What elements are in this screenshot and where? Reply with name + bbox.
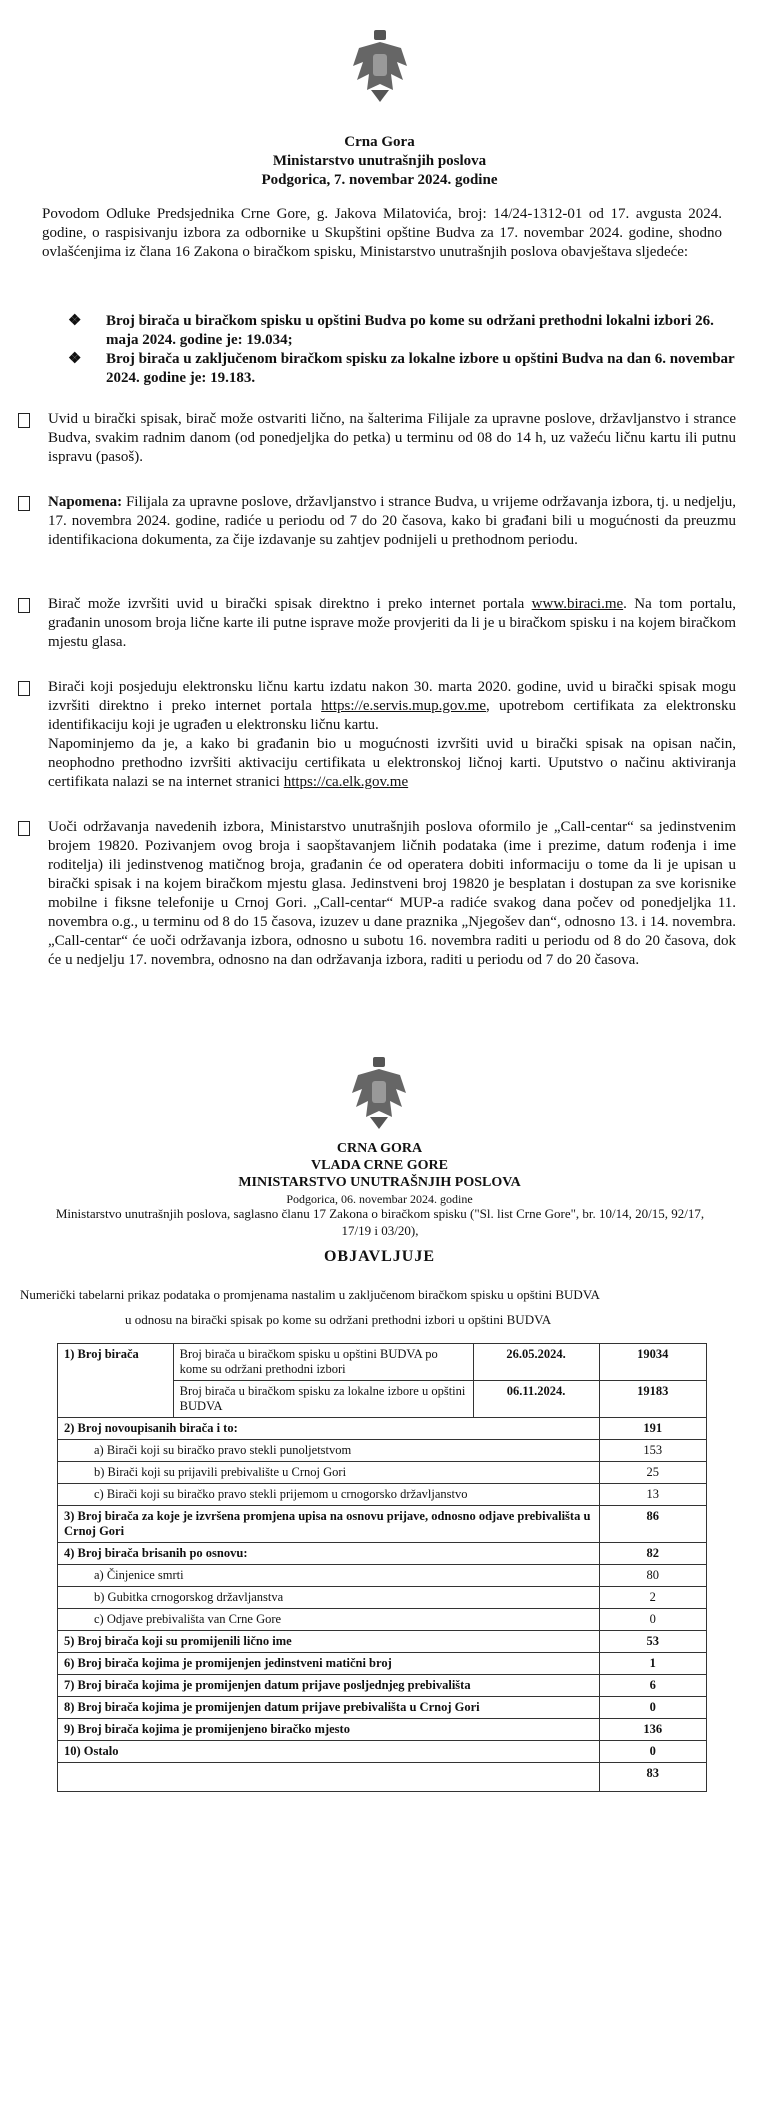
header2-country: CRNA GORA <box>336 1141 423 1156</box>
table-row <box>58 1697 707 1719</box>
table-cell-label: 7) Broj birača kojima je promijenjen datum prijave posljednjeg prebivališta <box>58 1675 600 1697</box>
bullet-item <box>68 350 736 388</box>
table-cell-label: c) Birači koji su biračko pravo stekli prijemom u crnogorsko državljanstvo <box>58 1484 600 1506</box>
header-place-date: Podgorica, 7. novembar 2024. godine <box>261 172 498 188</box>
table-cell-value: 0 <box>599 1609 707 1631</box>
bullet-text: Broj birača u zaključenom biračkom spisku za lokalne izbore u opštini Budva na dan 6. novembar 2024. godine je: 19.183. <box>106 351 735 386</box>
table-cell-label: 10) Ostalo <box>58 1741 600 1763</box>
table-cell-value: 6 <box>599 1675 707 1697</box>
table-cell-empty <box>58 1763 600 1792</box>
table-cell-label: a) Činjenice smrti <box>58 1565 600 1587</box>
bullet-text: Broj birača u biračkom spisku u opštini Budva po kome su održani prethodni lokalni izbori 26. maja 2024. godine je: 19.034; <box>106 313 714 348</box>
table-row <box>58 1484 707 1506</box>
table-cell-date: 06.11.2024. <box>473 1381 599 1418</box>
header2-ministry: MINISTARSTVO UNUTRAŠNJIH POSLOVA <box>238 1175 521 1190</box>
header2-place-date: Podgorica, 06. novembar 2024. godine <box>286 1192 473 1206</box>
table-cell-value: 0 <box>599 1741 707 1763</box>
table-cell-value: 136 <box>599 1719 707 1741</box>
checkbox-square-icon <box>18 821 30 836</box>
table-cell-value: 1 <box>599 1653 707 1675</box>
table-cell-value: 80 <box>599 1565 707 1587</box>
checkbox-square-icon <box>18 413 30 428</box>
diamond-bullet-icon: ❖ <box>68 351 82 367</box>
table-row <box>58 1506 707 1543</box>
diamond-bullet-icon: ❖ <box>68 313 82 329</box>
paragraph-text <box>48 678 736 792</box>
elk-text-b: , upotrebom certifikata za elektronsku identifikaciju koji je ugrađen u elektronsku ličnu kartu. <box>48 698 736 733</box>
paragraph-call-centar <box>18 818 736 970</box>
table-cell-label: c) Odjave prebivališta van Crne Gore <box>58 1609 600 1631</box>
header-block <box>0 133 759 190</box>
table-cell-label: b) Gubitka crnogorskog državljanstva <box>58 1587 600 1609</box>
table-row <box>58 1653 707 1675</box>
eservis-link[interactable]: https://e.servis.mup.gov.me <box>321 698 487 714</box>
table-cell-label: 5) Broj birača koji su promijenili lično ime <box>58 1631 600 1653</box>
table-cell-label: 8) Broj birača kojima je promijenjen datum prijave prebivališta u Crnoj Gori <box>58 1697 600 1719</box>
table-cell-value: 0 <box>599 1697 707 1719</box>
paragraph-text <box>48 595 736 652</box>
table-cell-label: 1) Broj birača <box>58 1344 174 1418</box>
table-cell-value: 25 <box>599 1462 707 1484</box>
table-cell-value: 19183 <box>599 1381 707 1418</box>
header-ministry: Ministarstvo unutrašnjih poslova <box>272 153 487 169</box>
table-row <box>58 1565 707 1587</box>
table-cell-label: 2) Broj novoupisanih birača i to: <box>58 1418 600 1440</box>
table-cell-value: 53 <box>599 1631 707 1653</box>
header-country: Crna Gora <box>344 134 415 150</box>
legal-reference: Ministarstvo unutrašnjih poslova, saglasno članu 17 Zakona o biračkom spisku ("Sl. list Crne Gore", br. 10/14, 20/15, 92/17, 17/19 i 03/20), <box>55 1206 705 1238</box>
table-cell-value: 191 <box>599 1418 707 1440</box>
portal-text-a: Birač može izvršiti uvid u birački spisak direktno i preko internet portala <box>48 596 532 612</box>
table-cell-label: a) Birači koji su biračko pravo stekli punoljetstvom <box>58 1440 600 1462</box>
table-row <box>58 1719 707 1741</box>
objavljuje-heading: OBJAVLJUJE <box>323 1248 436 1265</box>
paragraph-elk <box>18 678 736 792</box>
intro-paragraph: Povodom Odluke Predsjednika Crne Gore, g. Jakova Milatovića, broj: 14/24-1312-01 od 17. avgusta 2024. godine, o raspisivanju izbora za odbornike u Skupštini opštine Budva za 17. novembar 2024. godine, shodno ovlašćenjima iz člana 16 Zakona o biračkom spisku, Ministarstvo unutrašnjih poslova obavještava sljedeće: <box>42 206 722 260</box>
table-row <box>58 1440 707 1462</box>
table-row <box>58 1543 707 1565</box>
table-cell-value: 2 <box>599 1587 707 1609</box>
checkbox-square-icon <box>18 496 30 511</box>
table-row <box>58 1344 707 1381</box>
elk-text-a: Birači koji posjeduju elektronsku ličnu kartu izdatu nakon 30. marta 2020. godine, uvid u birački spisak mogu izvršiti direktno i preko internet portala <box>48 679 736 714</box>
coat-of-arms-emblem <box>349 28 411 106</box>
bullet-list <box>68 312 736 388</box>
table-cell-desc: Broj birača u biračkom spisku u opštini BUDVA po kome su održani prethodni izbori <box>173 1344 473 1381</box>
napomena-label: Napomena: <box>48 494 123 510</box>
table-cell-label: 6) Broj birača kojima je promijenjen jedinstveni matični broj <box>58 1653 600 1675</box>
table-cell-value: 82 <box>599 1543 707 1565</box>
table-cell-date: 26.05.2024. <box>473 1344 599 1381</box>
paragraph-napomena <box>18 493 736 550</box>
bullet-item <box>68 312 736 350</box>
header2-block <box>0 1140 759 1208</box>
statistics-table <box>57 1343 707 1792</box>
portal-text-b: . Na tom portalu, građanin unosom broja lične karte ili putne isprave može provjeriti da li je u biračkom spisku i na kojem biračkom mjestu glasa. <box>48 596 736 650</box>
paragraph-text <box>48 493 736 550</box>
paragraph-text: Uvid u birački spisak, birač može ostvariti lično, na šalterima Filijale za upravne poslove, državljanstvo i strance Budva, svakim radnim danom (od ponedjeljka do petka) u terminu od 08 do 14 h, uz važeću ličnu kartu ili putnu ispravu (pasoš). <box>48 411 736 465</box>
table-cell-label: 3) Broj birača za koje je izvršena promjena upisa na osnovu prijave, odnosno odjave prebivališta u Crnoj Gori <box>58 1506 600 1543</box>
table-cell-value: 153 <box>599 1440 707 1462</box>
ca-elk-link[interactable]: https://ca.elk.gov.me <box>283 774 409 790</box>
table-row <box>58 1631 707 1653</box>
numeric-line-2: u odnosu na birački spisak po kome su održani prethodni izbori u opštini BUDVA <box>125 1312 552 1327</box>
table-row <box>58 1587 707 1609</box>
paragraph-uvid <box>18 410 736 467</box>
checkbox-square-icon <box>18 681 30 696</box>
table-row <box>58 1763 707 1792</box>
numeric-line-1: Numerički tabelarni prikaz podataka o promjenama nastalim u zaključenom biračkom spisku u opštini BUDVA <box>20 1287 600 1302</box>
header2-government: VLADA CRNE GORE <box>311 1158 448 1173</box>
paragraph-portal <box>18 595 736 652</box>
table-cell-value: 83 <box>599 1763 707 1792</box>
checkbox-square-icon <box>18 598 30 613</box>
paragraph-text: Uoči održavanja navedenih izbora, Ministarstvo unutrašnjih poslova oformilo je „Call-centar“ sa jedinstvenim brojem 19820. Pozivanjem ovog broja i saopštavanjem ličnih podataka (ime i prezime, datum rođenja i ime roditelja) ili jedinstvenog matičnog broja, građanin će od operatera dobiti informaciju o tome da li je upisan u birački spisak i na kojem biračkom mjestu glasa. Jedinstveni broj 19820 je besplatan i dostupan za sve korisnike mobilne i fiksne telefonije u Crnoj Gori. „Call-centar“ MUP-a radiće svakog dana počev od ponedjeljka 11. novembra o.g., u terminu od 8 do 15 časova, izuzev u dane praznika „Njegošev dan“, odnosno 13. i 14. novembra. „Call-centar“ će uoči održavanja izbora, odnosno u subotu 16. novembra raditi u periodu od 8 do 20 časova, dok će u nedjelju 17. novembra, odnosno na dan održavanja izbora, raditi u periodu od 7 do 20 časova. <box>48 819 736 968</box>
table-cell-value: 86 <box>599 1506 707 1543</box>
table-cell-label: 4) Broj birača brisanih po osnovu: <box>58 1543 600 1565</box>
numeric-description <box>20 1282 745 1332</box>
table-cell-desc: Broj birača u biračkom spisku za lokalne izbore u opštini BUDVA <box>173 1381 473 1418</box>
table-row <box>58 1609 707 1631</box>
table-cell-value: 13 <box>599 1484 707 1506</box>
table-row <box>58 1741 707 1763</box>
table-row <box>58 1418 707 1440</box>
table-cell-label: b) Birači koji su prijavili prebivalište u Crnoj Gori <box>58 1462 600 1484</box>
table-cell-value: 19034 <box>599 1344 707 1381</box>
table-row <box>58 1675 707 1697</box>
elk-text-c: Napominjemo da je, a kako bi građanin bio u mogućnosti izvršiti uvid u birački spisak na opisan način, neophodno prethodno izvršiti aktivaciju certifikata u elektronskoj ličnoj karti. Uputstvo o načinu aktiviranja certifikata nalazi se na internet stranici <box>48 736 736 790</box>
table-cell-label: 9) Broj birača kojima je promijenjeno biračko mjesto <box>58 1719 600 1741</box>
biraci-link[interactable]: www.biraci.me <box>531 596 624 612</box>
napomena-text: Filijala za upravne poslove, državljanstvo i strance Budva, u vrijeme održavanja izbora, tj. u nedjelju, 17. novembra 2024. godine, radiće u periodu od 7 do 20 časova, kako bi građani bili u mogućnosti da preuzmu identifikaciona dokumenta, za čije izdavanje su zahtjev podnijeli u prethodnom periodu. <box>48 494 736 548</box>
table-row <box>58 1462 707 1484</box>
coat-of-arms-emblem <box>348 1055 410 1133</box>
